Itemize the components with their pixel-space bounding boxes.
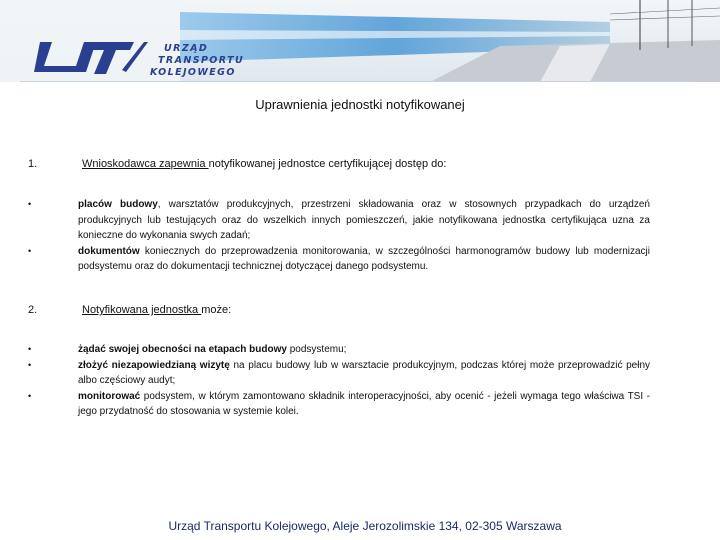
list-item <box>28 389 650 420</box>
list-item <box>28 244 650 275</box>
logo-line-kolejowego: KOLEJOWEGO <box>150 67 236 78</box>
list-item-text: podsystem, w którym zamontowano składnik interoperacyjności, aby ocenić - jeżeli wymaga tego właściwa TSI - jego przydatność do stosowania w systemie kolei. <box>78 390 650 417</box>
bullet-icon: • <box>28 359 32 370</box>
section-2-list <box>28 342 650 420</box>
section-1-number: 1. <box>28 158 38 170</box>
list-item-bold: złożyć niezapowiedzianą wizytę <box>78 359 230 371</box>
list-item <box>28 197 650 244</box>
list-item-bold: żądać swojej obecności na etapach budowy <box>78 344 287 355</box>
section-1-heading-rest: notyfikowanej jednostce certyfikującej dostęp do: <box>208 158 447 170</box>
bullet-icon: • <box>28 199 32 209</box>
list-item <box>28 358 650 389</box>
bullet-icon: • <box>28 390 32 401</box>
list-item-text: podsystemu; <box>286 344 347 355</box>
section-2-heading-text <box>82 304 231 316</box>
list-item-bold: placów budowy <box>78 199 158 210</box>
header-divider <box>20 81 690 82</box>
utk-logo-icon <box>26 40 148 78</box>
utk-logo-text <box>150 43 244 79</box>
list-item-bold: monitorować <box>78 390 141 402</box>
bullet-icon: • <box>28 344 32 354</box>
list-item <box>28 342 650 358</box>
bullet-icon: • <box>28 245 32 256</box>
section-1-heading-text <box>82 158 446 170</box>
header-banner <box>0 0 720 82</box>
logo-line-transportu: TRANSPORTU <box>158 55 245 66</box>
section-1-list <box>28 197 650 275</box>
list-item-text: koniecznych do przeprowadzenia monitorowania, w szczególności harmonogramów budowy lub modernizacji podsystemu oraz do dokumentacji technicznej dotyczącej danego podsystemu. <box>78 245 650 272</box>
page-title: Uprawnienia jednostki notyfikowanej <box>255 97 465 112</box>
section-2-number: 2. <box>28 304 38 316</box>
section-2-heading-underlined: Notyfikowana jednostka <box>82 304 202 316</box>
section-2-heading-rest: może: <box>201 304 232 316</box>
list-item-text: , warsztatów produkcyjnych, przestrzeni składowania oraz w stosownych przypadkach do urządzeń produkcyjnych lub testujących oraz do wszelkich innych pomieszczeń, jakie notyfikowana jednostka certyfikująca uzna za konieczne do wykonania swych zadań; <box>78 199 650 241</box>
list-item-text: na placu budowy lub w warsztacie produkcyjnym, podczas której może przeprowadzić pełny albo częściowy audyt; <box>78 359 651 386</box>
section-1-heading-underlined: Wnioskodawca zapewnia <box>82 158 209 170</box>
logo-line-urzad: URZĄD <box>164 43 209 54</box>
footer-address: Urząd Transportu Kolejowego, Aleje Jerozolimskie 134, 02-305 Warszawa <box>168 519 562 533</box>
list-item-bold: dokumentów <box>78 245 140 257</box>
